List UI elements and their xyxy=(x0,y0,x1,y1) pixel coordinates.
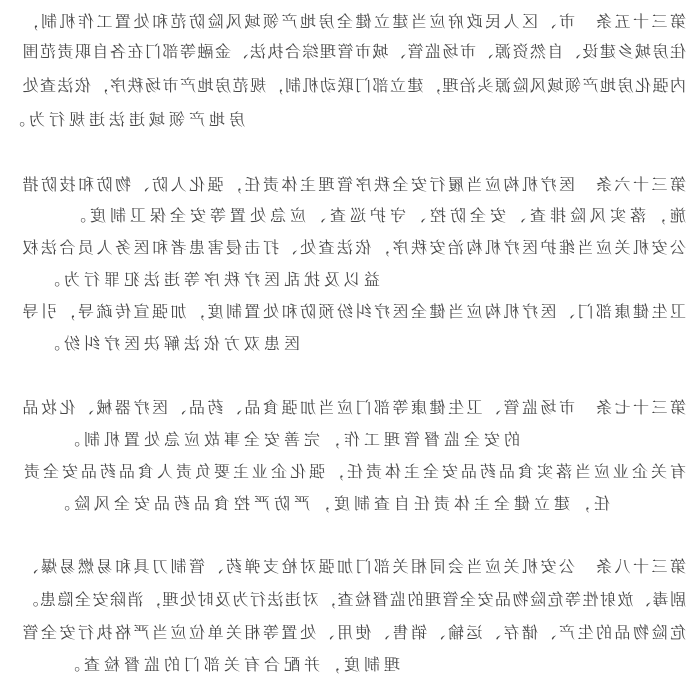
article-36-line-2: 施，落实风险排查、安全防控、守护巡查、应急处置等安全保卫制度。 xyxy=(65,206,686,225)
article-37-line-2: 的安全监督管理工作，完善安全事故应急处置机制。 xyxy=(59,430,520,449)
article-36-line-5: 卫生健康部门、医疗机构应当健全医疗纠纷预防和处置制度，加强宣传疏导，引导 xyxy=(19,302,686,321)
article-36-line-4: 益以及扰乱医疗秩序等违法犯罪行为。 xyxy=(39,270,380,289)
article-35-line-4: 房地产领域违法违规行为。 xyxy=(4,110,245,129)
article-36-line-3: 公安机关应当维护医疗机构治安秩序，依法查处、打击侵害患者和医务人员合法权 xyxy=(19,238,686,257)
article-37-line-4: 任，建立健全主体责任自查制度，严防严控食品药品安全风险。 xyxy=(49,494,610,513)
article-37-line-3: 有关企业应当落实食品药品安全主体责任，强化企业主要负责人食品药品安全责 xyxy=(20,462,686,481)
article-36-line-6: 医患双方依法解决医疗纠纷。 xyxy=(39,334,300,353)
article-35-line-1: 第三十五条 市、区人民政府应当建立健全房地产领域风险防范和处置工作机制， xyxy=(19,12,686,31)
article-35-line-2: 住房城乡建设、自然资源、市场监管、城市管理综合执法、金融等部门在各自职责范围 xyxy=(20,42,686,61)
article-38-line-2: 剧毒、放射性等危险物品安全管理的监督检查，对违法行为及时处理，消除安全隐患。 xyxy=(20,590,686,609)
article-38-line-4: 理制度，并配合有关部门的监督检查。 xyxy=(59,655,400,674)
article-37-line-1: 第三十七条 市场监管、卫生健康等部门应当加强食品、药品、医疗器械、化妆品 xyxy=(19,398,686,417)
article-38-line-3: 危险物品的生产、储存、运输、销售、使用、处置等相关单位应当严格执行安全管 xyxy=(19,623,686,642)
article-38-line-1: 第三十八条 公安机关应当会同相关部门加强对枪支弹药、管制刀具和易燃易爆、 xyxy=(19,557,686,576)
article-35-line-3: 内强化房地产领域风险源头治理，建立部门联动机制，规范房地产市场秩序，依法查处 xyxy=(20,76,686,95)
article-36-line-1: 第三十六条 医疗机构应当履行安全秩序管理主体责任，强化人防、物防和技防措 xyxy=(19,175,686,194)
